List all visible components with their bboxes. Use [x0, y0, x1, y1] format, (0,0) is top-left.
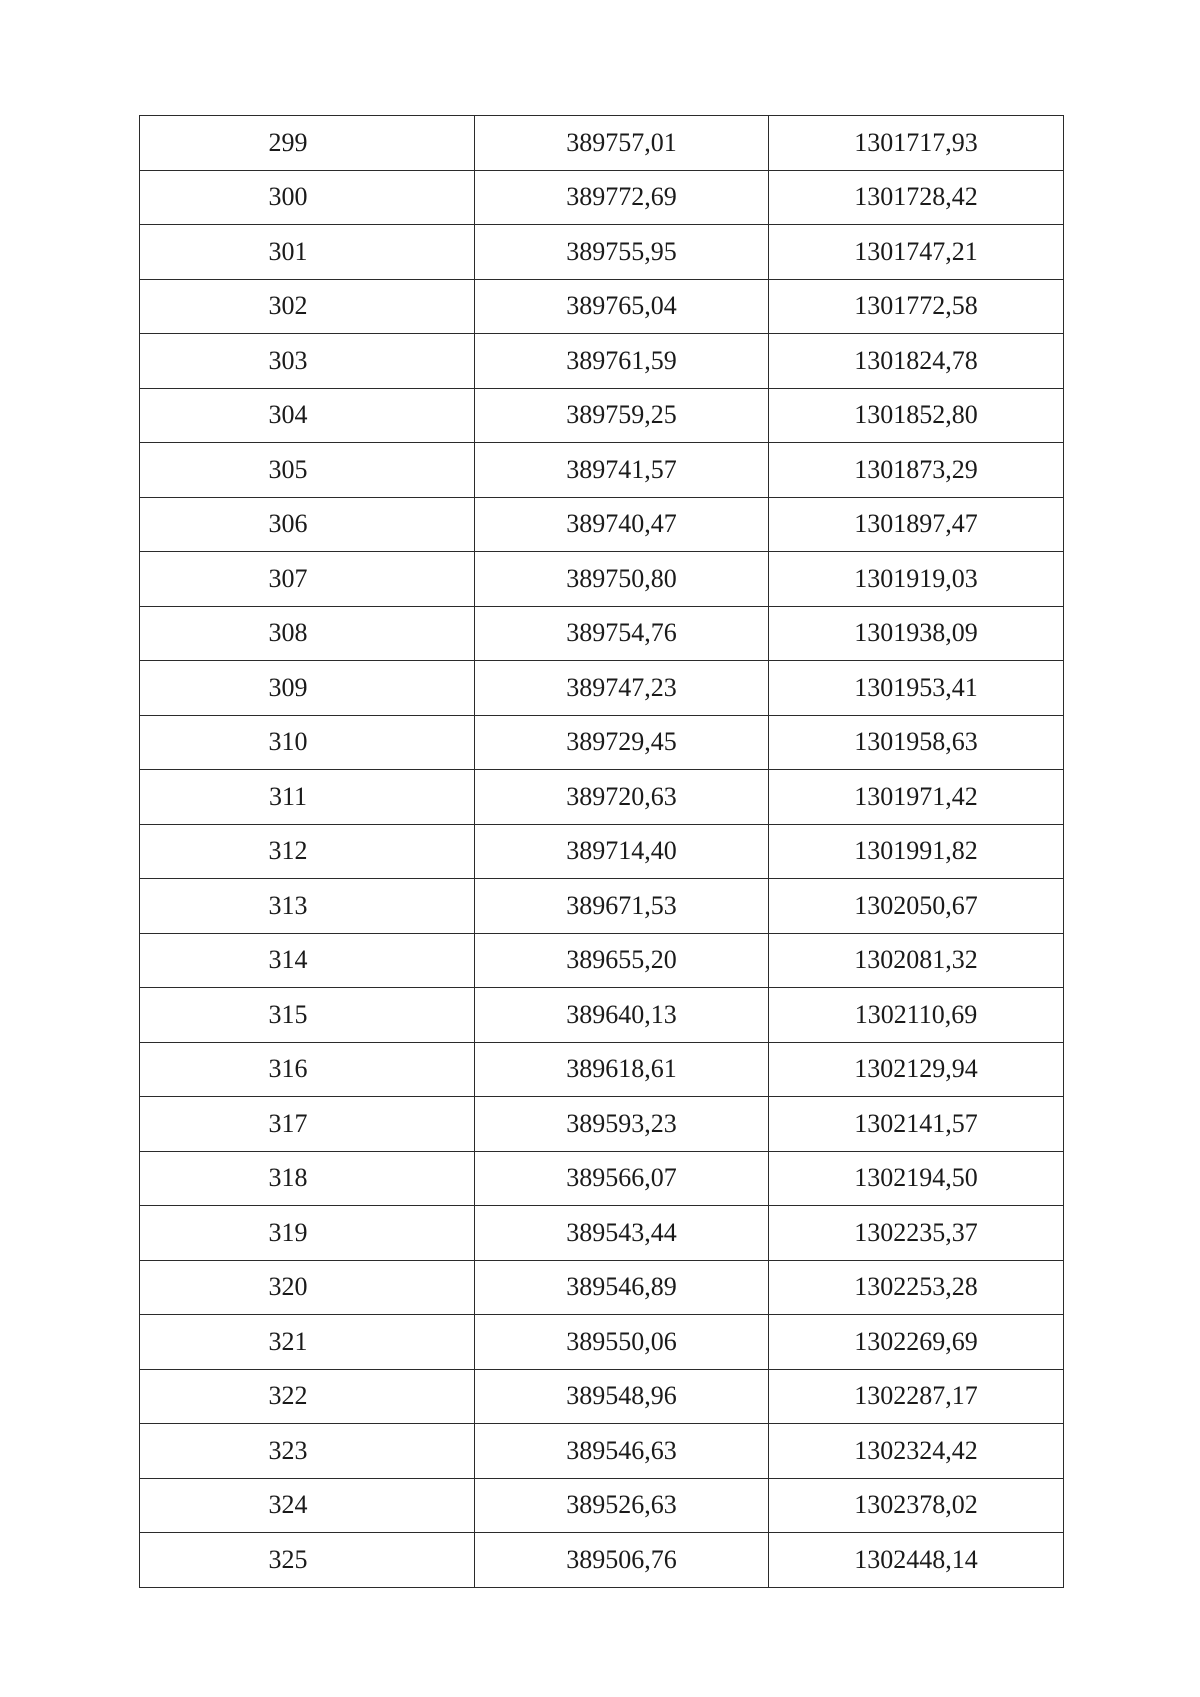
y-coordinate-cell: 1302448,14	[769, 1533, 1064, 1588]
y-coordinate-cell: 1301873,29	[769, 443, 1064, 498]
point-number-cell: 314	[140, 933, 475, 988]
x-coordinate-cell: 389772,69	[475, 170, 769, 225]
point-number-cell: 313	[140, 879, 475, 934]
point-number-cell: 323	[140, 1424, 475, 1479]
x-coordinate-cell: 389546,63	[475, 1424, 769, 1479]
table-row	[140, 988, 1064, 1043]
point-number-cell: 301	[140, 225, 475, 280]
point-number-cell: 304	[140, 388, 475, 443]
table-row	[140, 443, 1064, 498]
y-coordinate-cell: 1302194,50	[769, 1151, 1064, 1206]
x-coordinate-cell: 389714,40	[475, 824, 769, 879]
x-coordinate-cell: 389566,07	[475, 1151, 769, 1206]
y-coordinate-cell: 1302081,32	[769, 933, 1064, 988]
y-coordinate-cell: 1301747,21	[769, 225, 1064, 280]
y-coordinate-cell: 1302235,37	[769, 1206, 1064, 1261]
x-coordinate-cell: 389671,53	[475, 879, 769, 934]
x-coordinate-cell: 389548,96	[475, 1369, 769, 1424]
x-coordinate-cell: 389740,47	[475, 497, 769, 552]
x-coordinate-cell: 389729,45	[475, 715, 769, 770]
table-row	[140, 933, 1064, 988]
x-coordinate-cell: 389755,95	[475, 225, 769, 280]
point-number-cell: 302	[140, 279, 475, 334]
y-coordinate-cell: 1301824,78	[769, 334, 1064, 389]
table-row	[140, 1315, 1064, 1370]
y-coordinate-cell: 1301897,47	[769, 497, 1064, 552]
table-row	[140, 334, 1064, 389]
x-coordinate-cell: 389759,25	[475, 388, 769, 443]
y-coordinate-cell: 1302129,94	[769, 1042, 1064, 1097]
x-coordinate-cell: 389593,23	[475, 1097, 769, 1152]
point-number-cell: 311	[140, 770, 475, 825]
x-coordinate-cell: 389741,57	[475, 443, 769, 498]
y-coordinate-cell: 1301717,93	[769, 116, 1064, 171]
point-number-cell: 324	[140, 1478, 475, 1533]
table-row	[140, 1478, 1064, 1533]
y-coordinate-cell: 1302378,02	[769, 1478, 1064, 1533]
table-row	[140, 661, 1064, 716]
x-coordinate-cell: 389747,23	[475, 661, 769, 716]
y-coordinate-cell: 1301991,82	[769, 824, 1064, 879]
y-coordinate-cell: 1301958,63	[769, 715, 1064, 770]
point-number-cell: 303	[140, 334, 475, 389]
coordinates-table	[139, 115, 1064, 1588]
x-coordinate-cell: 389754,76	[475, 606, 769, 661]
x-coordinate-cell: 389618,61	[475, 1042, 769, 1097]
table-row	[140, 1097, 1064, 1152]
x-coordinate-cell: 389750,80	[475, 552, 769, 607]
y-coordinate-cell: 1302287,17	[769, 1369, 1064, 1424]
y-coordinate-cell: 1301852,80	[769, 388, 1064, 443]
table-row	[140, 1260, 1064, 1315]
point-number-cell: 307	[140, 552, 475, 607]
table-row	[140, 1042, 1064, 1097]
table-row	[140, 552, 1064, 607]
x-coordinate-cell: 389757,01	[475, 116, 769, 171]
point-number-cell: 299	[140, 116, 475, 171]
point-number-cell: 318	[140, 1151, 475, 1206]
y-coordinate-cell: 1301953,41	[769, 661, 1064, 716]
table-row	[140, 225, 1064, 280]
table-row	[140, 1533, 1064, 1588]
table-row	[140, 388, 1064, 443]
table-row	[140, 715, 1064, 770]
x-coordinate-cell: 389761,59	[475, 334, 769, 389]
table-row	[140, 170, 1064, 225]
point-number-cell: 319	[140, 1206, 475, 1261]
table-row	[140, 1424, 1064, 1479]
y-coordinate-cell: 1302141,57	[769, 1097, 1064, 1152]
table-row	[140, 116, 1064, 171]
point-number-cell: 320	[140, 1260, 475, 1315]
point-number-cell: 310	[140, 715, 475, 770]
x-coordinate-cell: 389506,76	[475, 1533, 769, 1588]
x-coordinate-cell: 389546,89	[475, 1260, 769, 1315]
point-number-cell: 322	[140, 1369, 475, 1424]
y-coordinate-cell: 1302253,28	[769, 1260, 1064, 1315]
y-coordinate-cell: 1301919,03	[769, 552, 1064, 607]
x-coordinate-cell: 389720,63	[475, 770, 769, 825]
point-number-cell: 312	[140, 824, 475, 879]
point-number-cell: 315	[140, 988, 475, 1043]
y-coordinate-cell: 1302324,42	[769, 1424, 1064, 1479]
point-number-cell: 316	[140, 1042, 475, 1097]
point-number-cell: 317	[140, 1097, 475, 1152]
point-number-cell: 300	[140, 170, 475, 225]
point-number-cell: 321	[140, 1315, 475, 1370]
point-number-cell: 308	[140, 606, 475, 661]
y-coordinate-cell: 1301971,42	[769, 770, 1064, 825]
point-number-cell: 306	[140, 497, 475, 552]
y-coordinate-cell: 1301938,09	[769, 606, 1064, 661]
table-row	[140, 1151, 1064, 1206]
table-row	[140, 1369, 1064, 1424]
point-number-cell: 305	[140, 443, 475, 498]
table-row	[140, 770, 1064, 825]
table-row	[140, 606, 1064, 661]
y-coordinate-cell: 1302269,69	[769, 1315, 1064, 1370]
point-number-cell: 309	[140, 661, 475, 716]
y-coordinate-cell: 1301728,42	[769, 170, 1064, 225]
x-coordinate-cell: 389765,04	[475, 279, 769, 334]
x-coordinate-cell: 389550,06	[475, 1315, 769, 1370]
y-coordinate-cell: 1301772,58	[769, 279, 1064, 334]
table-row	[140, 879, 1064, 934]
x-coordinate-cell: 389655,20	[475, 933, 769, 988]
y-coordinate-cell: 1302110,69	[769, 988, 1064, 1043]
x-coordinate-cell: 389543,44	[475, 1206, 769, 1261]
x-coordinate-cell: 389526,63	[475, 1478, 769, 1533]
table-row	[140, 497, 1064, 552]
y-coordinate-cell: 1302050,67	[769, 879, 1064, 934]
table-row	[140, 824, 1064, 879]
point-number-cell: 325	[140, 1533, 475, 1588]
table-row	[140, 279, 1064, 334]
x-coordinate-cell: 389640,13	[475, 988, 769, 1043]
table-row	[140, 1206, 1064, 1261]
coordinates-table-body	[140, 116, 1064, 1588]
